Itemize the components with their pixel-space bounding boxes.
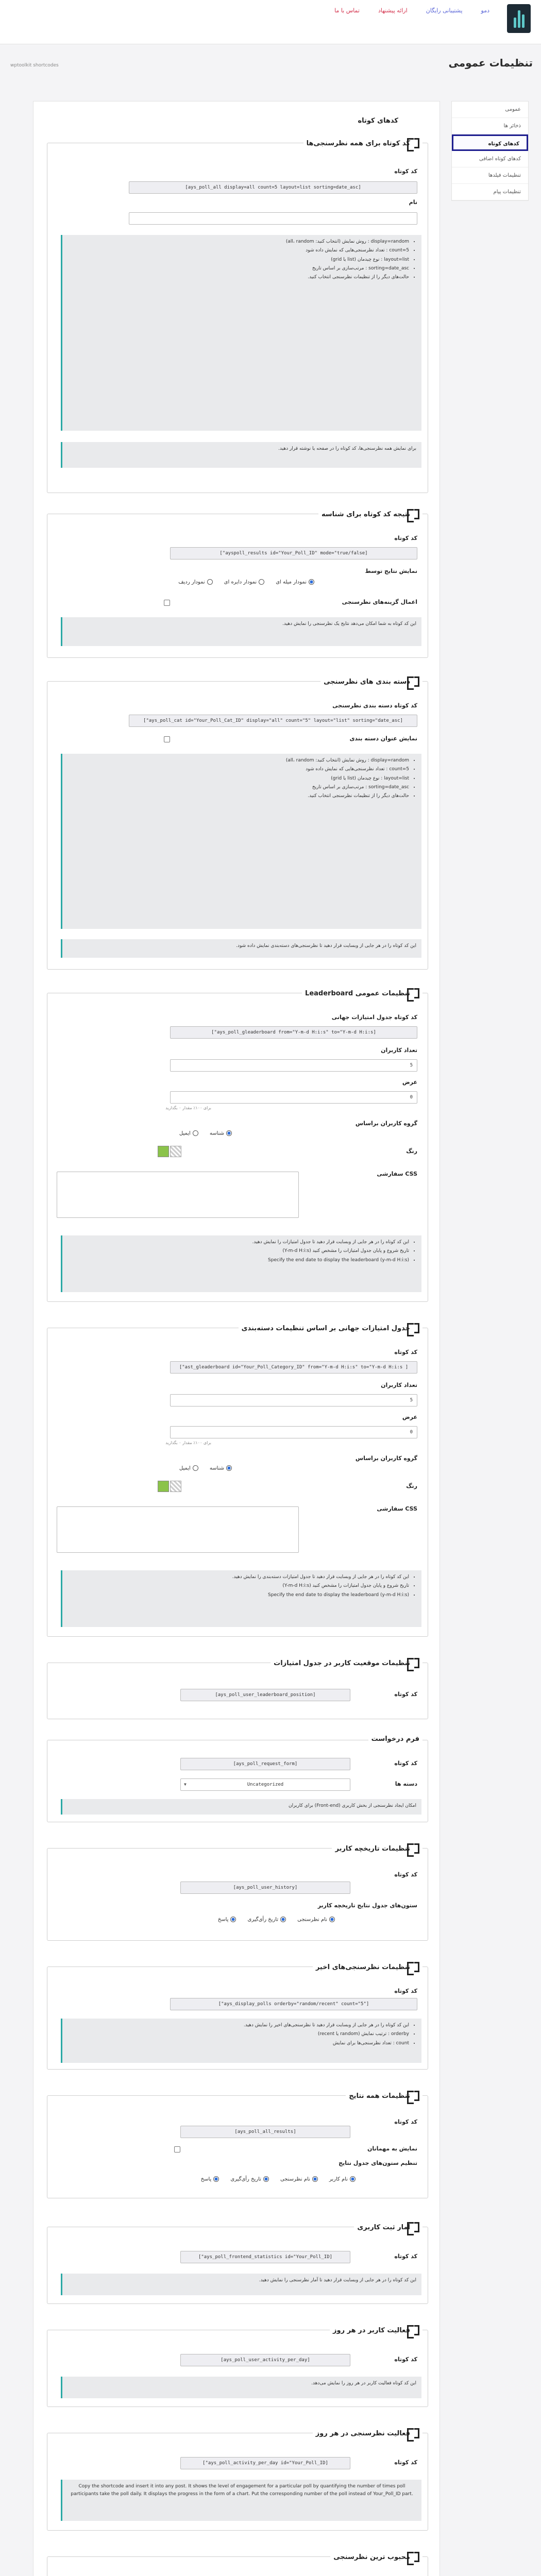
card-title: دسته بندی های نظرسنجی: [324, 677, 410, 686]
name-label: نام: [409, 199, 417, 206]
group-label: گروه کاربران براساس: [355, 1455, 417, 1462]
note-item: • Specify the end date to display the leaderboard (y-m-d H:i:s): [67, 1591, 409, 1599]
shortcode-label: کد کوتاه جدول امتیازات جهانی: [331, 1014, 417, 1021]
column-option[interactable]: نام کاربر: [329, 2176, 356, 2182]
shortcode-field[interactable]: [ays_poll_user_history]: [180, 1882, 350, 1894]
note-item: • حالت‌های دیگر را از تنظیمات نظرسنجی انتخاب کنید.: [67, 274, 409, 281]
card-categories: [47, 677, 428, 970]
card-title: کد کوتاه برای همه نظرسنجی‌ها: [306, 139, 410, 147]
radio-dot-icon[interactable]: [193, 1130, 198, 1136]
name-field[interactable]: [129, 212, 417, 225]
bracket-icon: [414, 509, 419, 519]
radio-dot-icon[interactable]: [259, 579, 264, 585]
card-title: فعالیت کاربر در هر روز: [333, 2326, 410, 2334]
custom-css-textarea[interactable]: [57, 1172, 299, 1218]
shortcode-label: کد کوتاه: [394, 2356, 417, 2363]
note-item: • تاریخ شروع و پایان جدول امتیازات را مشخص کنید (Y-m-d H:i:s): [67, 1582, 409, 1590]
breadcrumb: wptoolkit shortcodes: [10, 63, 59, 68]
info-note: [61, 235, 421, 431]
card-title: تنظیمات تاریخچه کاربر: [335, 1844, 410, 1853]
top-link-demo[interactable]: دمو: [481, 7, 489, 14]
shortcode-field[interactable]: [ays_poll_gleaderboard from="Y-m-d H:i:s" to="Y-m-d H:i:s"]: [170, 1026, 417, 1039]
users-label: تعداد کاربران: [381, 1047, 417, 1054]
bracket-icon: [414, 1323, 419, 1333]
card-all-polls: [47, 139, 428, 493]
bracket-icon: [414, 2325, 419, 2335]
shortcode-field[interactable]: [ ast_gleaderboard id="Your_Poll_Category_ID" from="Y-m-d H:i:s" to="Y-m-d H:i:s"]: [170, 1361, 417, 1374]
note-item: • display=random : روش نمایش (انتخاب کنید: all، random): [67, 238, 409, 246]
checkbox-icon[interactable]: [230, 1917, 236, 1922]
column-option[interactable]: تاریخ رأی‌گیری: [230, 2176, 269, 2182]
card-category-leaderboard: [47, 1324, 428, 1637]
page-title: تنظیمات عمومی: [448, 57, 533, 69]
color-label: رنگ: [406, 1148, 417, 1155]
bracket-icon: [414, 2552, 419, 2562]
bracket-icon: [414, 2091, 419, 2101]
footer-note: Copy the shortcode and insert it into any post. It shows the level of engagement for a particular poll by quantifying the number of times poll participants take the poll daily. It displays the progress in the form of a chart. Put the corresponding number of the poll instead of Your_Poll_ID part.: [61, 2480, 421, 2521]
radio-email[interactable]: ایمیل: [179, 1130, 198, 1137]
color-swatch[interactable]: [158, 1481, 169, 1492]
note-item: • حالت‌های دیگر را از تنظیمات نظرسنجی انتخاب کنید.: [67, 792, 409, 800]
shortcode-field[interactable]: [ays_poll_all display=all count=5 layout=list sorting=date_asc]: [129, 181, 417, 194]
show-title-label: نمایش عنوان دسته بندی: [349, 735, 417, 742]
radio-email[interactable]: ایمیل: [179, 1465, 198, 1471]
show-title-checkbox[interactable]: [164, 736, 170, 742]
note-item: • sorting=date_asc : مرتب‌سازی بر اساس تاریخ: [67, 265, 409, 273]
note-item: • orderby : ترتیب نمایش (random یا recent): [67, 2030, 409, 2038]
apply-label: اعمال گزینه‌های نظرسنجی: [342, 599, 417, 605]
shortcode-label: کد کوتاه: [394, 2253, 417, 2260]
bracket-icon: [414, 138, 419, 148]
columns-group: [201, 2176, 356, 2182]
shortcode-field[interactable]: [ays_poll_frontend_statistics id="Your_Poll_ID"]: [180, 2251, 350, 2263]
settings-sidebar: [451, 101, 529, 201]
shortcode-field[interactable]: [ays_poll_user_leaderboard_position]: [180, 1689, 350, 1701]
radio-id[interactable]: شناسه: [210, 1130, 232, 1137]
columns-label: ستون‌های جدول نتایج تاریخچه کاربر: [317, 1902, 417, 1909]
column-option[interactable]: نام نظرسنجی: [297, 1917, 335, 1923]
shortcode-label: کد کوتاه دسته بندی نظرسنجی: [332, 702, 417, 709]
columns-group: [218, 1917, 335, 1923]
sidebar-item-fields[interactable]: تنظیمات فیلدها: [452, 167, 528, 184]
card-leaderboard: [47, 989, 428, 1302]
note-item: • count=5 : تعداد نظرسنجی‌هایی که نمایش داده شود: [67, 766, 409, 773]
info-note: [61, 754, 421, 929]
columns-label: تنظیم ستون‌های جدول نتایج: [339, 2160, 417, 2166]
footer-note: امکان ایجاد نظرسنجی از بخش کاربری (Front-end) برای کاربران: [61, 1799, 421, 1815]
width-hint: برای ۱۰۰٪ مقدار ۰ بگذارید: [165, 1440, 211, 1445]
checkbox-icon[interactable]: [312, 2176, 318, 2182]
sidebar-item-messages[interactable]: تنظیمات پیام: [452, 184, 528, 200]
shortcode-field[interactable]: [ays_poll_activity_per_day id="Your_Poll_ID"]: [180, 2457, 350, 2469]
card-user-position: [47, 1659, 428, 1719]
apply-checkbox[interactable]: [164, 600, 170, 606]
shortcode-field[interactable]: [ays_poll_cat id="Your_Poll_Cat_ID" display="all" count="5" layout="list" sorting="date_asc"]: [129, 715, 417, 727]
column-option[interactable]: پاسخ: [218, 1917, 236, 1923]
users-label: تعداد کاربران: [381, 1382, 417, 1388]
top-bar: [0, 0, 541, 44]
radio-pie[interactable]: نمودار دایره ای: [224, 579, 265, 585]
footer-note: این کد کوتاه را در هر جایی از وبسایت قرار دهید تا نظرسنجی‌های دسته‌بندی نمایش داده شود.: [61, 939, 421, 958]
bracket-icon: [414, 1962, 419, 1972]
shortcode-label: کد کوتاه: [394, 1349, 417, 1355]
color-swatch[interactable]: [158, 1146, 169, 1157]
shortcode-label: کد کوتاه: [394, 1988, 417, 1994]
plugin-logo-icon: [507, 4, 531, 33]
width-hint: برای ۱۰۰٪ مقدار ۰ بگذارید: [165, 1106, 211, 1110]
note-item: • این کد کوتاه را در هر جایی از وبسایت قرار دهید تا جدول امتیازات را نمایش دهید.: [67, 1239, 409, 1246]
note-item: • count=5 : تعداد نظرسنجی‌هایی که نمایش داده شود: [67, 247, 409, 255]
note-item: • این کد کوتاه را در هر جایی از وبسایت قرار دهید تا نظرسنجی‌های اخیر را نمایش دهید.: [67, 2022, 409, 2029]
footer-note: این کد کوتاه را در هر جایی از وبسایت قرار دهید تا آمار نظرسنجی را نمایش دهید.: [61, 2274, 421, 2295]
radio-column[interactable]: نمودار ردیف: [178, 579, 212, 585]
shortcode-field[interactable]: [ays_poll_request_form]: [180, 1758, 350, 1770]
chevron-down-icon: ▼: [184, 1782, 187, 1787]
card-request-form: [47, 1735, 428, 1822]
category-label: دسته ها: [395, 1781, 417, 1787]
note-item: • layout=list : نوع چیدمان (list یا grid): [67, 775, 409, 783]
shortcode-field[interactable]: ["ays_display_polls orderby="random/recent" count="5"]: [170, 1998, 417, 2010]
shortcode-label: کد کوتاه: [394, 1871, 417, 1878]
shortcode-label: کد کوتاه: [394, 168, 417, 175]
shortcode-label: کد کوتاه: [394, 1691, 417, 1698]
info-note: [61, 2019, 421, 2063]
note-item: • تاریخ شروع و پایان جدول امتیازات را مشخص کنید (Y-m-d H:i:s): [67, 1247, 409, 1255]
radio-id[interactable]: شناسه: [210, 1465, 232, 1471]
shortcode-label: کد کوتاه: [394, 1760, 417, 1767]
top-link-support[interactable]: پشتیبانی رایگان: [426, 7, 463, 14]
card-user-activity: [47, 2326, 428, 2407]
group-radio-group: [179, 1465, 232, 1471]
card-title: تنظیمات عمومی Leaderboard: [305, 989, 410, 997]
radio-dot-icon[interactable]: [193, 1465, 198, 1471]
radio-bar[interactable]: نمودار میله ای: [276, 579, 314, 585]
shortcode-field[interactable]: [ays_poll_user_activity_per_day]: [180, 2354, 350, 2366]
sidebar-item-general[interactable]: عمومی: [452, 101, 528, 118]
card-title: آمار ثبت کاربری: [357, 2223, 410, 2231]
card-title: نتیجه کد کوتاه برای شناسه: [321, 510, 410, 518]
card-most-popular: [47, 2553, 428, 2576]
info-note: [61, 1570, 421, 1627]
radio-dot-icon[interactable]: [207, 579, 213, 585]
top-link-contact[interactable]: تماس با ما: [334, 7, 360, 14]
sidebar-item-extra-shortcodes[interactable]: کدهای کوتاه اضافی: [452, 151, 528, 167]
sidebar-item-shortcodes[interactable]: کدهای کوتاه: [452, 134, 528, 151]
info-note: [61, 1235, 421, 1292]
chart-type-group: [178, 579, 314, 585]
footer-note: این کد کوتاه به شما امکان می‌دهد نتایج یک نظرسنجی را نمایش دهید.: [61, 617, 421, 646]
card-title: فرم درخواست: [371, 1735, 419, 1743]
card-poll-activity: [47, 2429, 428, 2531]
footer-note: این کد کوتاه فعالیت کاربر در هر روز را نمایش می‌دهد.: [61, 2377, 421, 2398]
group-label: گروه کاربران براساس: [355, 1120, 417, 1127]
users-count-field[interactable]: 5: [170, 1394, 417, 1406]
note-item: • display=random : روش نمایش (انتخاب کنید: all، random): [67, 757, 409, 765]
width-field[interactable]: 0: [170, 1091, 417, 1104]
card-title: محبوب ترین نظرسنجی: [333, 2553, 410, 2561]
top-nav: [334, 7, 489, 14]
main-panel: [33, 101, 440, 2576]
card-user-history: [47, 1844, 428, 1941]
radio-dot-icon[interactable]: [226, 1130, 232, 1136]
note-item: • این کد کوتاه را در هر جایی از وبسایت قرار دهید تا جدول امتیازات دسته‌بندی را نمایش دهید.: [67, 1573, 409, 1581]
checkbox-icon[interactable]: [280, 1917, 286, 1922]
card-results: [47, 510, 428, 658]
column-option[interactable]: پاسخ: [201, 2176, 219, 2182]
css-label: CSS سفارشی: [377, 1171, 417, 1177]
guest-label: نمایش به مهمانان: [367, 2145, 417, 2152]
checkbox-icon[interactable]: [329, 1917, 335, 1922]
bracket-icon: [414, 2222, 419, 2232]
note-item: • sorting=date_asc : مرتب‌سازی بر اساس تاریخ: [67, 784, 409, 791]
shortcode-label: کد کوتاه: [394, 2459, 417, 2466]
sidebar-item-storage[interactable]: ذخائر ها: [452, 118, 528, 134]
bracket-icon: [414, 676, 419, 687]
card-recent-polls: [47, 1963, 428, 2070]
section-title: کدهای کوتاه: [358, 117, 398, 125]
color-picker-icon[interactable]: [170, 1146, 181, 1157]
shortcode-label: کد کوتاه: [394, 2119, 417, 2125]
shortcode-field[interactable]: [ays_poll_all_results]: [180, 2126, 350, 2138]
bracket-icon: [414, 988, 419, 998]
card-title: جدول امتیازات جهانی بر اساس تنظیمات دسته‌بندی: [241, 1324, 410, 1332]
category-select[interactable]: Uncategorized ▼: [180, 1778, 350, 1791]
note-item: • layout=list : نوع چیدمان (list یا grid): [67, 256, 409, 264]
bracket-icon: [414, 2428, 419, 2438]
css-label: CSS سفارشی: [377, 1505, 417, 1512]
shortcode-field[interactable]: [ayspoll_results id="Your_Poll_ID" mode="true/false"]: [170, 547, 417, 560]
bracket-icon: [414, 1658, 419, 1668]
users-count-field[interactable]: 5: [170, 1059, 417, 1072]
width-label: عرض: [402, 1079, 417, 1086]
column-option[interactable]: نام نظرسنجی: [280, 2176, 318, 2182]
card-title: فعالیت نظرسنجی در هر روز: [315, 2429, 410, 2437]
radio-dot-icon[interactable]: [309, 579, 314, 585]
card-title: تنظیمات موقعیت کاربر در جدول امتیازات: [274, 1659, 410, 1667]
top-link-suggest[interactable]: ارائه پیشنهاد: [378, 7, 408, 14]
card-title: تنظیمات نظرسنجی‌های اخیر: [315, 1963, 410, 1971]
width-field[interactable]: 0: [170, 1426, 417, 1438]
bracket-icon: [414, 1843, 419, 1854]
note-item: • count : تعداد نظرسنجی‌ها برای نمایش: [67, 2040, 409, 2047]
guest-checkbox[interactable]: [174, 2146, 180, 2153]
custom-css-textarea[interactable]: [57, 1506, 299, 1553]
footer-note: برای نمایش همه نظرسنجی‌ها، کد کوتاه را در صفحه یا نوشته قرار دهید.: [61, 442, 421, 468]
card-statistics: [47, 2223, 428, 2304]
column-option[interactable]: تاریخ رأی‌گیری: [247, 1917, 286, 1923]
display-label: نمایش نتایج توسط: [365, 568, 417, 574]
color-picker-icon[interactable]: [170, 1481, 181, 1492]
note-item: • Specify the end date to display the leaderboard (y-m-d H:i:s): [67, 1257, 409, 1264]
checkbox-icon[interactable]: [213, 2176, 219, 2182]
shortcode-label: کد کوتاه: [394, 535, 417, 541]
checkbox-icon[interactable]: [263, 2176, 269, 2182]
radio-dot-icon[interactable]: [226, 1465, 232, 1471]
card-title: تنظیمات همه نتایج: [349, 2092, 410, 2100]
group-radio-group: [179, 1130, 232, 1137]
color-label: رنگ: [406, 1483, 417, 1489]
card-all-results: [47, 2092, 428, 2198]
checkbox-icon[interactable]: [350, 2176, 356, 2182]
width-label: عرض: [402, 1414, 417, 1420]
